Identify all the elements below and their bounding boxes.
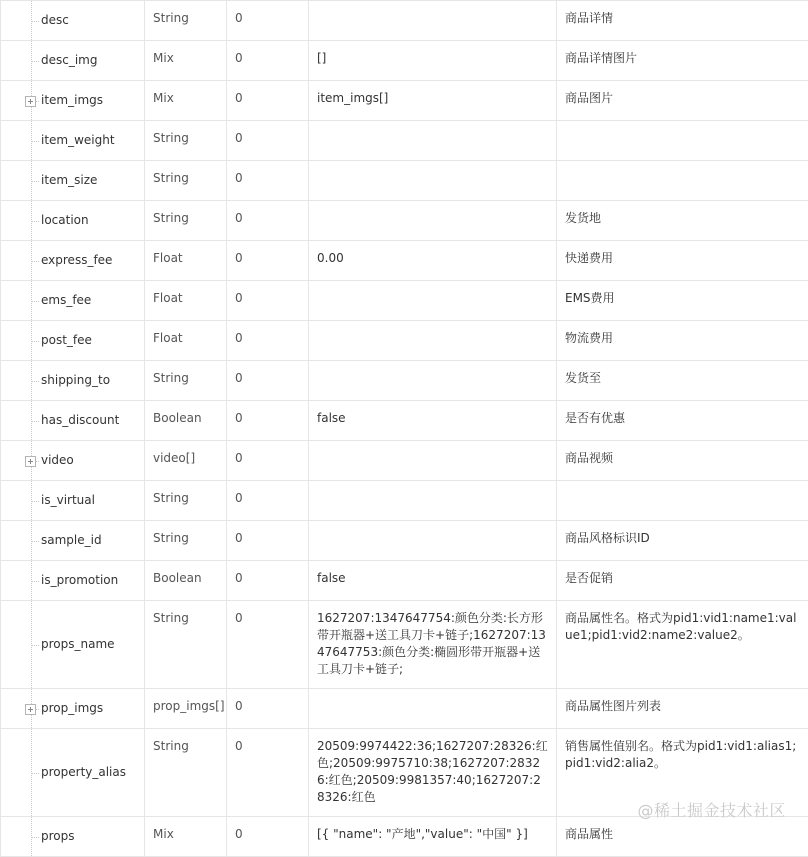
table-row <box>1 1 808 41</box>
field-name-cell <box>1 321 145 361</box>
tree-connector-stub <box>31 221 39 222</box>
field-type: Float <box>145 241 227 281</box>
field-description: 销售属性值别名。格式为pid1:vid1:alias1;pid1:vid2:alia2。 <box>557 729 808 817</box>
field-name: ems_fee <box>1 292 144 309</box>
expand-plus-icon[interactable] <box>25 704 36 715</box>
tree-connector-stub <box>31 141 39 142</box>
field-name-cell <box>1 281 145 321</box>
field-name-cell <box>1 561 145 601</box>
field-required: 0 <box>227 281 309 321</box>
field-description: 商品属性 <box>557 817 808 857</box>
field-example <box>309 689 557 729</box>
table-row <box>1 81 808 121</box>
field-name-cell <box>1 521 145 561</box>
field-example <box>309 201 557 241</box>
field-type: String <box>145 521 227 561</box>
field-example <box>309 281 557 321</box>
field-description: 商品详情图片 <box>557 41 808 81</box>
field-example <box>309 161 557 201</box>
field-name: has_discount <box>1 412 144 429</box>
field-name: express_fee <box>1 252 144 269</box>
field-name-cell <box>1 161 145 201</box>
tree-connector-stub <box>31 381 39 382</box>
field-name: post_fee <box>1 332 144 349</box>
field-name: props_name <box>1 636 144 653</box>
tree-connector-stub <box>31 773 39 774</box>
field-type: String <box>145 361 227 401</box>
field-description: 商品属性名。格式为pid1:vid1:name1:value1;pid1:vid2:name2:value2。 <box>557 601 808 689</box>
table-row <box>1 121 808 161</box>
field-required: 0 <box>227 817 309 857</box>
table-row <box>1 817 808 857</box>
field-required: 0 <box>227 689 309 729</box>
field-example <box>309 121 557 161</box>
table-row <box>1 561 808 601</box>
table-row <box>1 401 808 441</box>
field-name: desc_img <box>1 52 144 69</box>
field-name: is_virtual <box>1 492 144 509</box>
field-description: 是否促销 <box>557 561 808 601</box>
field-name: video <box>1 452 144 469</box>
table-row <box>1 241 808 281</box>
field-required: 0 <box>227 121 309 161</box>
field-required: 0 <box>227 601 309 689</box>
field-example <box>309 521 557 561</box>
tree-connector-stub <box>31 21 39 22</box>
field-type: String <box>145 201 227 241</box>
field-example: item_imgs[] <box>309 81 557 121</box>
field-description: 发货地 <box>557 201 808 241</box>
field-example <box>309 1 557 41</box>
field-name: desc <box>1 12 144 29</box>
tree-connector-stub <box>31 541 39 542</box>
field-description: EMS费用 <box>557 281 808 321</box>
field-name: prop_imgs <box>1 700 144 717</box>
tree-connector-stub <box>31 341 39 342</box>
field-type: String <box>145 729 227 817</box>
field-name-cell <box>1 729 145 817</box>
field-example <box>309 441 557 481</box>
expand-plus-icon[interactable] <box>25 96 36 107</box>
field-name: props <box>1 828 144 845</box>
field-required: 0 <box>227 201 309 241</box>
expand-plus-icon[interactable] <box>25 456 36 467</box>
field-required: 0 <box>227 481 309 521</box>
field-name: sample_id <box>1 532 144 549</box>
field-description: 是否有优惠 <box>557 401 808 441</box>
field-type: Mix <box>145 81 227 121</box>
field-example <box>309 361 557 401</box>
field-name-cell <box>1 1 145 41</box>
field-example <box>309 321 557 361</box>
table-body <box>1 1 808 857</box>
field-name-cell <box>1 81 145 121</box>
field-required: 0 <box>227 321 309 361</box>
field-type: Boolean <box>145 561 227 601</box>
field-name: item_imgs <box>1 92 144 109</box>
field-example: 0.00 <box>309 241 557 281</box>
tree-connector-stub <box>31 645 39 646</box>
tree-connector-stub <box>31 581 39 582</box>
field-type: prop_imgs[] <box>145 689 227 729</box>
field-name-cell <box>1 361 145 401</box>
field-type: video[] <box>145 441 227 481</box>
tree-connector-stub <box>31 837 39 838</box>
field-name-cell <box>1 241 145 281</box>
field-required: 0 <box>227 521 309 561</box>
field-example <box>309 481 557 521</box>
field-type: Mix <box>145 41 227 81</box>
field-name: item_size <box>1 172 144 189</box>
field-example: 1627207:1347647754:颜色分类:长方形带开瓶器+送工具刀卡+链子;1627207:1347647753:颜色分类:椭圆形带开瓶器+送工具刀卡+链子; <box>309 601 557 689</box>
table-row <box>1 41 808 81</box>
field-type: Float <box>145 281 227 321</box>
field-description: 商品详情 <box>557 1 808 41</box>
field-required: 0 <box>227 41 309 81</box>
table-row <box>1 689 808 729</box>
field-description: 商品图片 <box>557 81 808 121</box>
field-description <box>557 481 808 521</box>
field-name-cell <box>1 817 145 857</box>
watermark-text: @稀土掘金技术社区 <box>637 798 786 821</box>
field-required: 0 <box>227 561 309 601</box>
field-example: [] <box>309 41 557 81</box>
field-required: 0 <box>227 241 309 281</box>
field-name: property_alias <box>1 764 144 781</box>
field-name: shipping_to <box>1 372 144 389</box>
field-name-cell <box>1 481 145 521</box>
field-name-cell <box>1 441 145 481</box>
field-name: location <box>1 212 144 229</box>
field-name: is_promotion <box>1 572 144 589</box>
field-name-cell <box>1 41 145 81</box>
field-type: Float <box>145 321 227 361</box>
table-row <box>1 601 808 689</box>
field-description: 商品属性图片列表 <box>557 689 808 729</box>
field-required: 0 <box>227 729 309 817</box>
field-name-cell <box>1 121 145 161</box>
table-row <box>1 441 808 481</box>
field-required: 0 <box>227 1 309 41</box>
field-type: String <box>145 121 227 161</box>
tree-connector-stub <box>31 501 39 502</box>
field-required: 0 <box>227 441 309 481</box>
field-example: false <box>309 401 557 441</box>
tree-connector-stub <box>31 61 39 62</box>
field-description: 发货至 <box>557 361 808 401</box>
field-type: String <box>145 1 227 41</box>
field-name-cell <box>1 689 145 729</box>
table-row <box>1 321 808 361</box>
field-description <box>557 121 808 161</box>
field-type: String <box>145 601 227 689</box>
field-description: 物流费用 <box>557 321 808 361</box>
field-description <box>557 161 808 201</box>
field-name: item_weight <box>1 132 144 149</box>
field-required: 0 <box>227 401 309 441</box>
table-row <box>1 361 808 401</box>
field-required: 0 <box>227 81 309 121</box>
tree-connector-stub <box>31 301 39 302</box>
tree-connector-stub <box>31 261 39 262</box>
table-row <box>1 481 808 521</box>
table-row <box>1 281 808 321</box>
tree-connector-stub <box>31 181 39 182</box>
field-required: 0 <box>227 161 309 201</box>
field-description: 快递费用 <box>557 241 808 281</box>
field-name-cell <box>1 201 145 241</box>
field-type: Mix <box>145 817 227 857</box>
field-example: [{ "name": "产地","value": "中国" }] <box>309 817 557 857</box>
field-type: String <box>145 161 227 201</box>
field-example: 20509:9974422:36;1627207:28326:红色;20509:9975710:38;1627207:28326:红色;20509:9981357:40;1627207:28326:红色 <box>309 729 557 817</box>
tree-connector-stub <box>31 421 39 422</box>
field-description: 商品视频 <box>557 441 808 481</box>
field-example: false <box>309 561 557 601</box>
table-row <box>1 521 808 561</box>
field-name-cell <box>1 601 145 689</box>
field-name-cell <box>1 401 145 441</box>
field-required: 0 <box>227 361 309 401</box>
field-type: Boolean <box>145 401 227 441</box>
field-type: String <box>145 481 227 521</box>
table-row <box>1 161 808 201</box>
table-row <box>1 201 808 241</box>
field-description: 商品风格标识ID <box>557 521 808 561</box>
